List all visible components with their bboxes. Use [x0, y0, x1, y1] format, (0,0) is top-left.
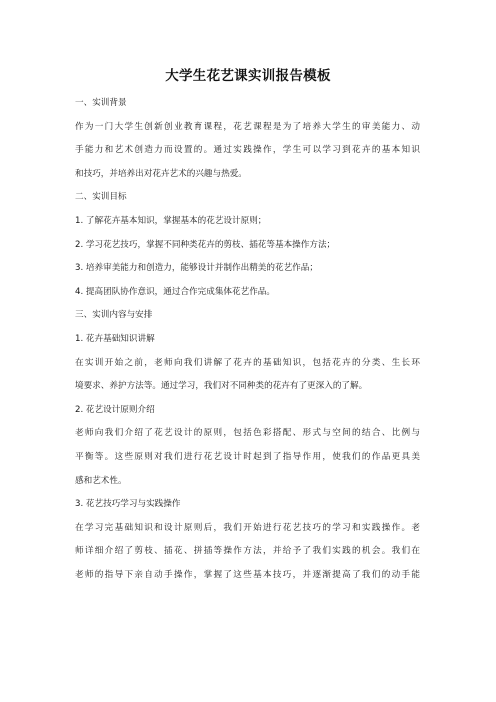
section-heading: 一、实训背景: [75, 98, 127, 108]
paragraph-line: 和技巧，并培养出对花卉艺术的兴趣与热爱。: [75, 168, 247, 179]
paragraph-line: 作为一门大学生创新创业教育课程，花艺课程是为了培养大学生的审美能力、动: [75, 121, 420, 132]
paragraph-line: 老师向我们介绍了花艺设计的原则，包括色彩搭配、形式与空间的结合、比例与: [75, 428, 420, 439]
paragraph-line: 师详细介绍了剪枝、插花、拼插等操作方法，并给予了我们实践的机会。我们在: [75, 546, 420, 557]
paragraph-line: 境要求、养护方法等。通过学习，我们对不同种类的花卉有了更深入的了解。: [75, 381, 368, 392]
document-body: [75, 92, 420, 587]
paragraph-line: 感和艺术性。: [75, 475, 127, 486]
paragraph-line: 手能力和艺术创造力而设置的。通过实践操作，学生可以学习到花卉的基本知识: [75, 145, 420, 156]
numbered-item: 2. 学习花艺技巧，掌握不同种类花卉的剪枝、插花等基本操作方法；: [75, 239, 336, 250]
paragraph-line: 平衡等。这些原则对我们进行花艺设计时起到了指导作用，使我们的作品更具美: [75, 451, 420, 462]
numbered-item: 1. 花卉基础知识讲解: [75, 333, 155, 344]
numbered-item: 1. 了解花卉基本知识，掌握基本的花艺设计原则；: [75, 215, 267, 226]
document-title: 大学生花艺课实训报告模板: [165, 68, 331, 84]
paragraph-line: 在实训开始之前，老师向我们讲解了花卉的基础知识，包括花卉的分类、生长环: [75, 357, 420, 368]
numbered-item: 4. 提高团队协作意识，通过合作完成集体花艺作品。: [75, 286, 275, 297]
section-heading: 三、实训内容与安排: [75, 310, 153, 321]
numbered-item: 2. 花艺设计原则介绍: [75, 404, 155, 415]
paragraph-line: 老师的指导下亲自动手操作，掌握了这些基本技巧，并逐渐提高了我们的动手能: [75, 569, 420, 580]
paragraph-line: 在学习完基础知识和设计原则后，我们开始进行花艺技巧的学习和实践操作。老: [75, 522, 420, 533]
numbered-item: 3. 培养审美能力和创造力，能够设计并制作出精美的花艺作品；: [75, 263, 318, 274]
numbered-item: 3. 花艺技巧学习与实践操作: [75, 499, 181, 510]
section-heading: 二、实训目标: [75, 192, 127, 203]
